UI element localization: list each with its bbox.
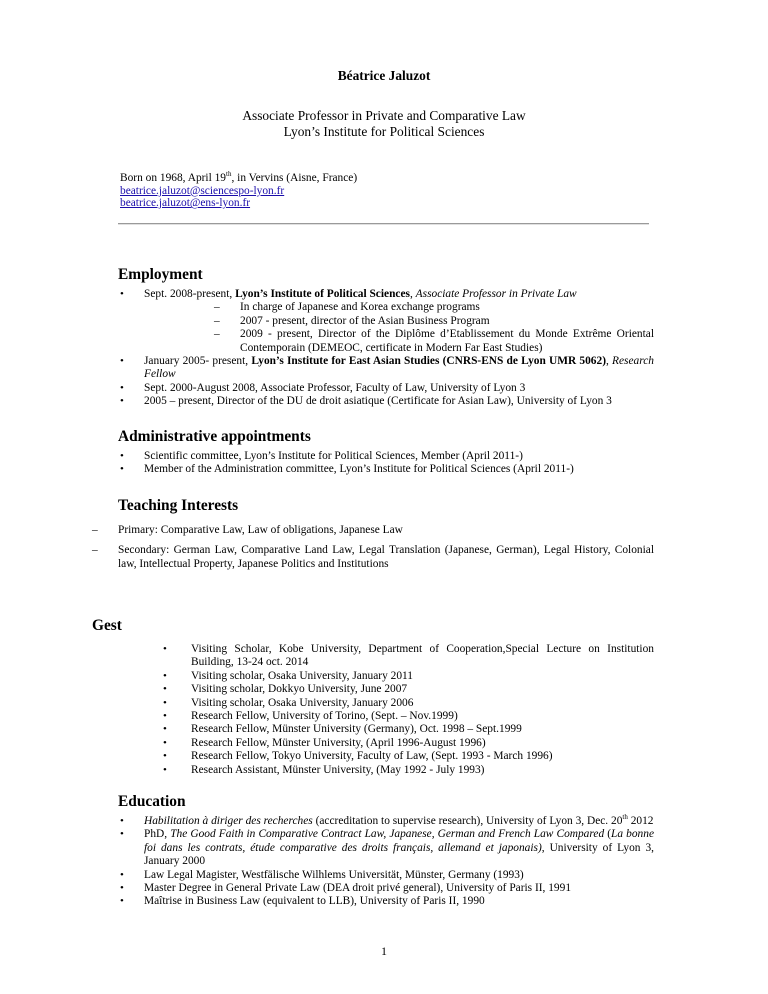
list-item: • PhD, The Good Faith in Comparative Contract Law, Japanese, German and French Law Compared (La bonne foi dans les contrats, étude comparative des droits français, allemand et japonais), University of Lyon 3, January 2000 (118, 828, 654, 868)
list-item: • 2005 – present, Director of the DU de droit asiatique (Certificate for Asian Law), University of Lyon 3 (118, 395, 654, 408)
section-title-gest: Gest (92, 617, 122, 634)
teaching-list (118, 524, 654, 571)
list-item: – 2009 - present, Director of the Diplôme d’Etablissement du Monde Extrême Oriental Contemporain (DEMEOC, certificate in Modern Far East Studies) (144, 328, 654, 355)
list-item: • Visiting scholar, Dokkyo University, June 2007 (163, 683, 654, 696)
horizontal-divider (118, 223, 649, 225)
list-item: – 2007 - present, director of the Asian Business Program (144, 315, 654, 328)
list-item: • Research Fellow, Münster University, (April 1996-August 1996) (163, 737, 654, 750)
email-link-ens[interactable]: beatrice.jaluzot@ens-lyon.fr (120, 197, 251, 210)
section-gest (163, 643, 654, 777)
birth-info: Born on 1968, April 19th, in Vervins (Aisne, France) (120, 170, 358, 184)
position-title: Associate Professor in Private and Comparative Law (242, 108, 526, 123)
list-item: • Law Legal Magister, Westfälische Wilhlems Universität, Münster, Germany (1993) (118, 869, 654, 882)
employment-sublist (144, 301, 654, 355)
list-item: – In charge of Japanese and Korea exchange programs (144, 301, 654, 314)
list-item: • Sept. 2008-present, Lyon’s Institute of Political Sciences, Associate Professor in Private Law – In charge of Japanese and Korea exchange programs – 2007 - present, director of the Asian Business Program – 2009 - present, Director of the Diplôme d’Etablissement du Monde Extrême Oriental Contemporain (DEMEOC, certificate in Modern Far East Studies) (118, 288, 654, 355)
list-item: • Research Assistant, Münster University, (May 1992 - July 1993) (163, 764, 654, 777)
section-employment (118, 266, 654, 409)
section-title-administrative: Administrative appointments (118, 428, 311, 445)
list-item: • January 2005- present, Lyon’s Institute for East Asian Studies (CNRS-ENS de Lyon UMR 5062), Research Fellow (118, 355, 654, 382)
section-title-education: Education (118, 793, 186, 810)
page-number: 1 (381, 944, 387, 958)
list-item: – Secondary: German Law, Comparative Land Law, Legal Translation (Japanese, German), Legal History, Colonial law, Intellectual Property, Japanese Politics and Institutions (92, 544, 654, 571)
section-administrative (118, 428, 654, 477)
list-item: • Research Fellow, University of Torino, (Sept. – Nov.1999) (163, 710, 654, 723)
education-list (118, 815, 654, 909)
administrative-list (118, 450, 654, 477)
email-link-sciencespo[interactable]: beatrice.jaluzot@sciencespo-lyon.fr (120, 184, 285, 197)
list-item: • Habilitation à diriger des recherches (accreditation to supervise research), University of Lyon 3, Dec. 20th 2012 (118, 815, 654, 828)
section-teaching (118, 497, 654, 578)
cv-header (0, 68, 768, 140)
list-item: • Visiting scholar, Osaka University, January 2006 (163, 697, 654, 710)
contact-block (120, 172, 357, 210)
section-title-employment: Employment (118, 266, 203, 283)
section-title-teaching: Teaching Interests (118, 497, 239, 514)
list-item: • Scientific committee, Lyon’s Institute for Political Sciences, Member (April 2011-) (118, 450, 654, 463)
section-education (118, 793, 654, 909)
institution-title: Lyon’s Institute for Political Sciences (283, 124, 485, 139)
list-item: • Member of the Administration committee, Lyon’s Institute for Political Sciences (April 2011-) (118, 463, 654, 476)
gest-list (163, 643, 654, 777)
list-item: • Visiting Scholar, Kobe University, Department of Cooperation,Special Lecture on Institution Building, 13-24 oct. 2014 (163, 643, 654, 670)
employment-list (118, 288, 654, 409)
author-name: Béatrice Jaluzot (337, 68, 431, 83)
list-item: – Primary: Comparative Law, Law of obligations, Japanese Law (92, 524, 654, 537)
list-item: • Maîtrise in Business Law (equivalent to LLB), University of Paris II, 1990 (118, 895, 654, 908)
list-item: • Research Fellow, Münster University (Germany), Oct. 1998 – Sept.1999 (163, 723, 654, 736)
list-item: • Research Fellow, Tokyo University, Faculty of Law, (Sept. 1993 - March 1996) (163, 750, 654, 763)
list-item: • Visiting scholar, Osaka University, January 2011 (163, 670, 654, 683)
list-item: • Master Degree in General Private Law (DEA droit privé general), University of Paris II, 1991 (118, 882, 654, 895)
list-item: • Sept. 2000-August 2008, Associate Professor, Faculty of Law, University of Lyon 3 (118, 382, 654, 395)
